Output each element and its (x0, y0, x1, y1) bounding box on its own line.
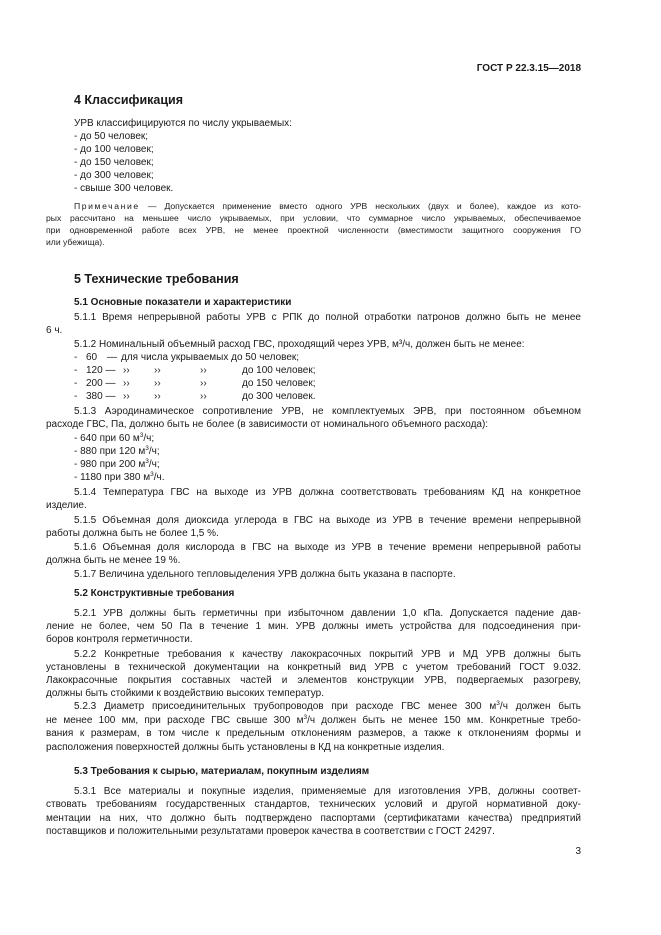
paragraph-line: ление не более, чем 50 Па в течение 1 мин. УРВ должны иметь устройства для подсоединения при- (46, 621, 581, 632)
paragraph-line: 5.1.6 Объемная доля кислорода в ГВС на выходе из УРВ в течение времени непрерывной работы (74, 542, 581, 553)
paragraph-line: 5.1.3 Аэродинамическое сопротивление УРВ, не комплектуемых ЭРВ, при постоянном объемном (74, 406, 581, 417)
paragraph-line: должны быть стойкими к воздействию высоких температур. (46, 688, 325, 699)
superscript: 3 (145, 458, 149, 465)
item-text: /ч; (143, 433, 155, 444)
flow-text: до 100 человек; (242, 365, 316, 376)
note-line: рых рассчитано на меньшее число укрываемых, при условии, что суммарное число укрываемых, обеспечиваемое (46, 213, 581, 223)
section-4-title: 4 Классификация (74, 93, 184, 107)
paragraph-text: не менее 100 мм, при расходе ГВС свыше 300 м (46, 715, 304, 726)
paragraph-line: 5.1.5 Объемная доля диоксида углерода в ГВС на выходе из УРВ в течение времени непрерывной (74, 515, 581, 526)
paragraph-line: 5.2.2 Конкретные требования к качеству лакокрасочных покрытий УРВ и МД УРВ должны быть (74, 649, 581, 660)
paragraph-text: 5.1.2 Номинальный объемный расход ГВС, проходящий через УРВ, м³/ч, должен быть не менее: (74, 339, 525, 350)
flow-value: 120 — (86, 365, 116, 376)
item-text: - 640 при 60 м (74, 433, 140, 444)
subsection-5-1-title: 5.1 Основные показатели и характеристики (74, 297, 292, 308)
paragraph-line: ствовать требованиям государственных стандартов, технических условий и другой нормативной доку- (46, 799, 581, 810)
ditto-mark: ›› (123, 378, 130, 389)
paragraph-line: работы должна быть не более 1,5 %. (46, 528, 219, 539)
list-item (74, 471, 609, 484)
paragraph-line: должна быть не менее 19 %. (46, 555, 181, 566)
list-item: - свыше 300 человек. (74, 183, 174, 194)
flow-dash: - (74, 352, 78, 363)
paragraph-line: изделие. (46, 500, 87, 511)
note-label: Примечание (74, 201, 140, 211)
paragraph-line: 5.3.1 Все материалы и покупные изделия, применяемые для изготовления УРВ, должны соответ- (74, 786, 581, 797)
paragraph-line (46, 714, 581, 727)
paragraph-text: /ч должен быть не менее 150 мм. Конкретные требо- (307, 715, 581, 726)
paragraph-line: расположения поверхностей должны быть установлены в КД на конкретные изделия. (46, 742, 445, 753)
paragraph-line: 5.1.4 Температура ГВС на выходе из УРВ должна соответствовать требованиям КД на конкретное (74, 487, 581, 498)
note-line (74, 200, 581, 212)
flow-text: до 300 человек. (242, 391, 316, 402)
paragraph-line: 5.1.7 Величина удельного тепловыделения УРВ должна быть указана в паспорте. (74, 569, 456, 580)
paragraph-line: 5.1.1 Время непрерывной работы УРВ с РПК до полной отработки патронов должно быть не менее (74, 312, 581, 323)
superscript: 3 (496, 700, 500, 707)
item-text: - 980 при 200 м (74, 459, 146, 470)
paragraph-line: вания к размерам, в том числе к предельным отклонениям размеров, а также к отклонениям формы и (46, 728, 581, 739)
superscript: 3 (139, 432, 144, 439)
ditto-mark: ›› (200, 365, 207, 376)
subsection-5-3-title: 5.3 Требования к сырью, материалам, покупным изделиям (74, 766, 370, 777)
paragraph-line: 5.2.1 УРВ должны быть герметичны при избыточном давлении 1,0 кПа. Допускается падение дав- (74, 608, 581, 619)
superscript: 3 (150, 471, 154, 478)
ditto-mark: ›› (123, 391, 130, 402)
note-line: или убежища). (46, 237, 105, 247)
section-4-intro: УРВ классифицируются по числу укрываемых: (74, 118, 292, 129)
ditto-mark: ›› (123, 365, 130, 376)
flow-separator: — (107, 352, 117, 363)
item-text: /ч. (153, 472, 165, 483)
item-text: /ч; (148, 459, 160, 470)
paragraph-line: поставщиков и положительными результатами проверок качества в соответствии с ГОСТ 24297. (46, 826, 495, 837)
flow-value: 380 — (86, 391, 116, 402)
list-item (74, 432, 609, 445)
list-item: - до 50 человек; (74, 131, 149, 142)
flow-dash: - (74, 378, 78, 389)
note-line: при одновременной работе всех УРВ, не менее проектной численности (вместимости защитного сооружения ГО (46, 225, 581, 235)
ditto-mark: ›› (200, 378, 207, 389)
page-number: 3 (575, 846, 581, 857)
paragraph-line: боров контроля герметичности. (46, 634, 193, 645)
list-item (74, 458, 609, 471)
ditto-mark: ›› (154, 378, 161, 389)
list-item (74, 445, 609, 458)
document-header: ГОСТ Р 22.3.15—2018 (476, 63, 581, 74)
flow-value: 200 — (86, 378, 116, 389)
flow-text: для числа укрываемых до 50 человек; (121, 352, 300, 363)
superscript: 3 (303, 714, 308, 721)
paragraph-line: расходе ГВС, Па, должно быть не более (в зависимости от номинального объемного расхода): (46, 419, 489, 430)
paragraph-line: установлены в технической документации на конкретный вид УРВ с учетом требований ГОСТ 9.032. (46, 662, 581, 673)
paragraph-text: 5.2.3 Диаметр присоединительных трубопроводов при расходе ГВС менее 300 м (74, 701, 497, 712)
ditto-mark: ›› (154, 391, 161, 402)
paragraph-text: /ч должен быть (499, 701, 581, 712)
item-text: /ч; (148, 446, 160, 457)
flow-value: 60 (86, 352, 98, 363)
paragraph-line: 6 ч. (46, 325, 63, 336)
flow-dash: - (74, 365, 78, 376)
paragraph-line: ментации на них, что должно быть подтверждено паспортами (сертификатами качества) предприятий (46, 813, 581, 824)
superscript: 3 (145, 445, 149, 452)
flow-dash: - (74, 391, 78, 402)
list-item: - до 300 человек; (74, 170, 154, 181)
note-text: — Допускается применение вместо одного УРВ нескольких (двух и более), каждое из кото- (147, 201, 581, 211)
paragraph-line: Лакокрасочные покрытия составных частей и элементов конструкции УРВ, подвергаемых разогреву, (46, 675, 581, 686)
paragraph-line (74, 338, 581, 351)
ditto-mark: ›› (200, 391, 207, 402)
list-item: - до 150 человек; (74, 157, 154, 168)
item-text: - 880 при 120 м (74, 446, 146, 457)
item-text: - 1180 при 380 м (74, 472, 151, 483)
list-item: - до 100 человек; (74, 144, 154, 155)
section-5-title: 5 Технические требования (74, 272, 239, 286)
paragraph-line (74, 700, 581, 713)
flow-text: до 150 человек; (242, 378, 316, 389)
ditto-mark: ›› (154, 365, 161, 376)
subsection-5-2-title: 5.2 Конструктивные требования (74, 588, 235, 599)
